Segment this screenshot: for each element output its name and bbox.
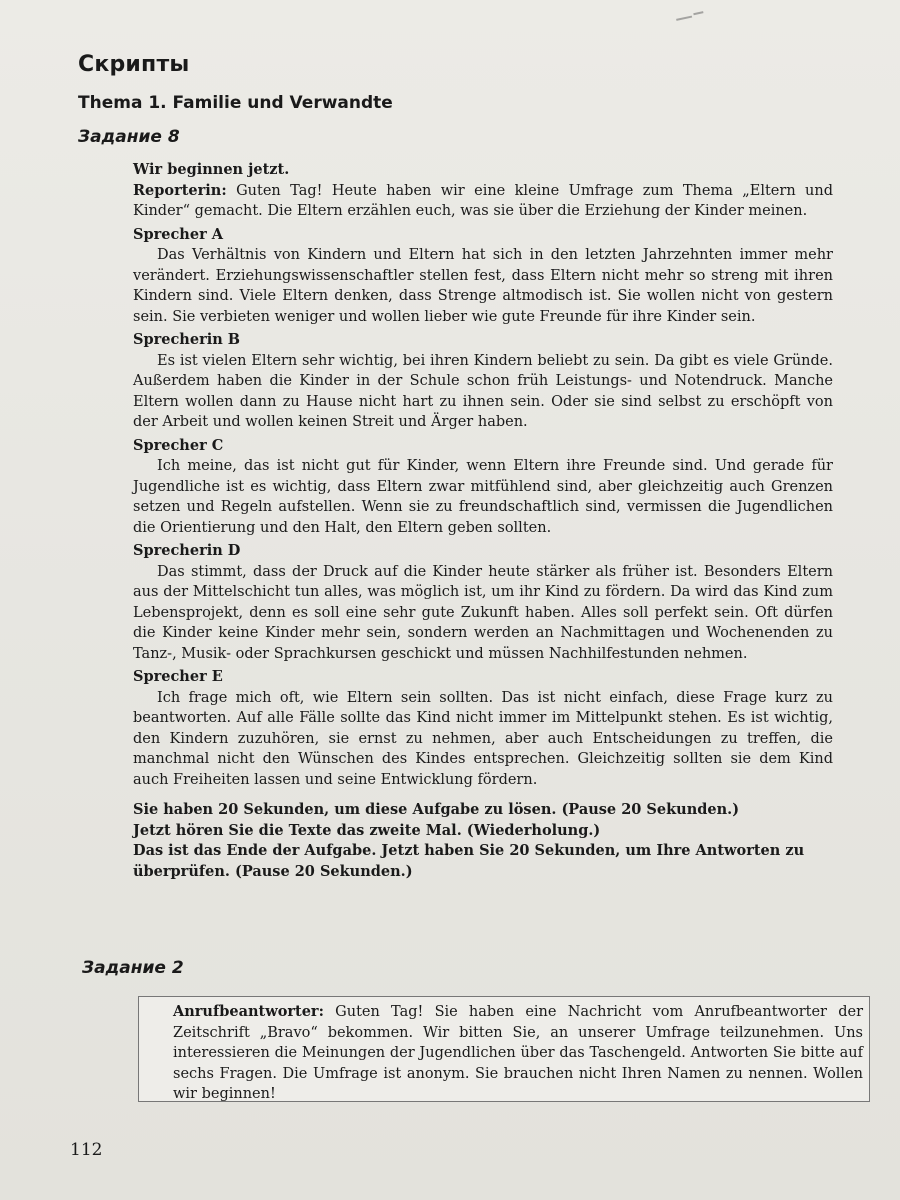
task-8-script	[133, 160, 833, 882]
speaker-d-name: Sprecherin D	[133, 542, 241, 559]
speaker-a-name: Sprecher A	[133, 225, 224, 243]
task-8-heading: Задание 8	[78, 127, 180, 147]
instruction-line: Das ist das Ende der Aufgabe. Jetzt haben Sie 20 Sekunden, um Ihre Antworten zu überprüfen. (Pause 20 Sekunden.)	[133, 842, 805, 880]
speaker-b-text: Es ist vielen Eltern sehr wichtig, bei ihren Kindern beliebt zu sein. Da gibt es viele Gründe. Außerdem haben die Kinder in der Schule schon früh Leistungs- und Notendruck. Manche Eltern wollen dann zu Hause nicht hart zu ihnen sein. Oder sie sind selbst zu erschöpft von der Arbeit und wollen keinen Streit und Ärger haben.	[133, 352, 833, 430]
task-8-instructions	[133, 800, 833, 882]
speaker-e-text: Ich frage mich oft, wie Eltern sein sollten. Das ist nicht einfach, diese Frage kurz zu beantworten. Auf alle Fälle sollte das Kind nicht immer im Mittelpunkt stehen. Es ist wichtig, den Kindern zuzuhören, sie ernst zu nehmen, aber auch Entscheidungen zu treffen, die manchmal nicht den Wünschen des Kindes entsprechen. Gleichzeitig sollten sie dem Kind auch Freiheiten lassen und seine Entwicklung fördern.	[133, 689, 833, 788]
ink-smudge	[676, 11, 705, 23]
instruction-line: Sie haben 20 Sekunden, um diese Aufgabe zu lösen. (Pause 20 Sekunden.)	[133, 801, 740, 818]
speaker-c-text: Ich meine, das ist nicht gut für Kinder, wenn Eltern ihre Freunde sind. Und gerade für Jugendliche ist es wichtig, dass Eltern zwar mitfühlend sind, aber gleichzeitig auch Grenzen setzen und Regeln aufstellen. Wenn sie zu freundschaftlich sind, vermissen die Jugendlichen die Orientierung und den Halt, den Eltern geben sollten.	[133, 458, 833, 536]
speaker-a-text: Das Verhältnis von Kindern und Eltern hat sich in den letzten Jahrzehnten immer mehr verändert. Erziehungswissenschaftler stellen fest, dass Eltern nicht mehr so streng mit ihren Kindern sind. Viele Eltern denken, dass Strenge altmodisch ist. Sie wollen nicht von gestern sein. Sie verbieten weniger und wollen lieber wie gute Freunde für ihre Kinder sein.	[133, 247, 833, 325]
script-intro: Wir beginnen jetzt.	[133, 161, 290, 178]
speaker-e-name: Sprecher E	[133, 668, 223, 685]
speaker-b-name: Sprecherin B	[133, 331, 241, 348]
thema-title: Thema 1. Familie und Verwandte	[78, 93, 393, 113]
speaker-d-text: Das stimmt, dass der Druck auf die Kinder heute stärker als früher ist. Besonders Eltern aus der Mittelschicht tun alles, was möglich ist, um ihr Kind zu fördern. Da wird das Kind zum Lebensprojekt, denn es soll eine sehr gute Zukunft haben. Alles soll perfekt sein. Oft dürfen die Kinder keine Kinder mehr sein, sondern werden an Nachmittagen und Wochenenden zu Tanz-, Musik- oder Sprachkursen geschickt und müssen Nachhilfestunden nehmen.	[133, 563, 833, 662]
task-2-heading: Задание 2	[82, 958, 184, 978]
section-title: Скрипты	[78, 52, 190, 77]
answering-machine-box	[138, 996, 870, 1102]
answering-machine-paragraph	[173, 1002, 863, 1105]
answering-machine-label: Anrufbeantworter:	[173, 1003, 324, 1020]
instruction-line: Jetzt hören Sie die Texte das zweite Mal. (Wiederholung.)	[133, 821, 601, 839]
reporter-label: Reporterin:	[133, 181, 227, 199]
speaker-c-name: Sprecher C	[133, 436, 224, 454]
reporter-paragraph	[133, 181, 833, 222]
reporter-text: Guten Tag! Heute haben wir eine kleine Umfrage zum Thema „Eltern und Kinder“ gemacht. Die Eltern erzählen euch, was sie über die Erziehung der Kinder meinen.	[133, 182, 833, 219]
answering-machine-text: Guten Tag! Sie haben eine Nachricht vom Anrufbeantworter der Zeitschrift „Bravo“ bekommen. Wir bitten Sie, an unserer Umfrage teilzunehmen. Uns interessieren die Meinungen der Jugendlichen über das Taschengeld. Antworten Sie bitte auf sechs Fragen. Die Umfrage ist anonym. Sie brauchen nicht Ihren Namen zu nennen. Wollen wir beginnen!	[173, 1004, 864, 1102]
page-number: 112	[70, 1140, 103, 1160]
